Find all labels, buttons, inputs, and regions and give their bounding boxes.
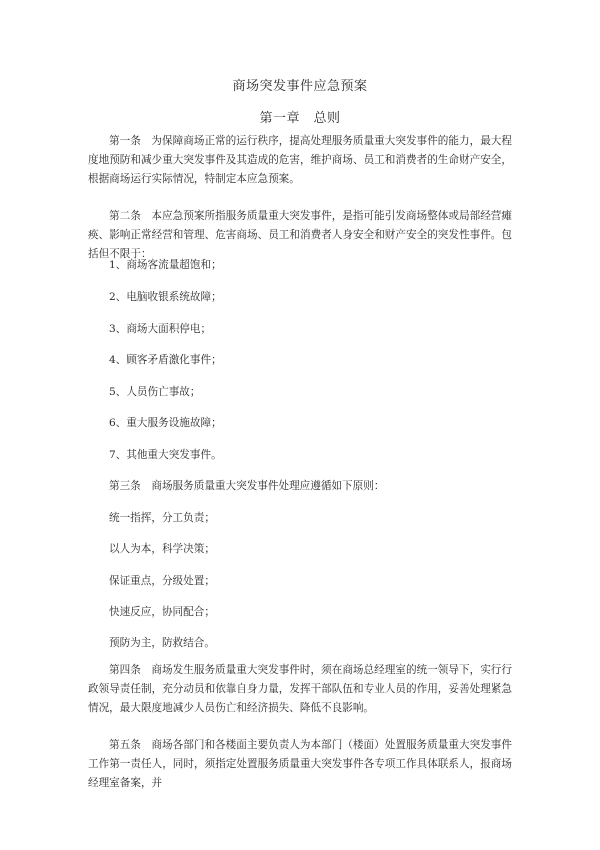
article-4: 第四条 商场发生服务质量重大突发事件时，须在商场总经理室的统一领导下，实行行政领导责任制，充分动员和依靠自身力量，发挥干部队伍和专业人员的作用，妥善处理紧急情况，最大限度地减少人员伤亡和经济损失、降低不良影响。 xyxy=(88,664,512,714)
event-type-item: 1、商场客流量超饱和； xyxy=(109,259,222,271)
chapter-title: 第一章 总则 xyxy=(259,111,341,126)
article-1: 第一条 为保障商场正常的运行秩序，提高处理服务质量重大突发事件的能力，最大程度地预防和减少重大突发事件及其造成的危害，维护商场、员工和消费者的生命财产安全，根据商场运行实际情况，特制定本应急预案。 xyxy=(88,135,512,185)
event-type-item: 5、人员伤亡事故； xyxy=(109,386,201,398)
principle-item: 预防为主，防救结合。 xyxy=(109,637,215,649)
article-3: 第三条 商场服务质量重大突发事件处理应遵循如下原则： xyxy=(109,480,385,492)
event-type-item: 6、重大服务设施故障； xyxy=(109,417,222,429)
principle-item: 统一指挥，分工负责； xyxy=(109,512,215,524)
event-type-item: 7、其他重大突发事件。 xyxy=(109,449,222,461)
principle-item: 快速反应，协同配合； xyxy=(109,606,215,618)
event-type-item: 3、商场大面积停电； xyxy=(109,323,212,335)
principle-item: 保证重点，分级处置； xyxy=(109,575,215,587)
article-2: 第二条 本应急预案所指服务质量重大突发事件，是指可能引发商场整体或局部经营瘫痪、影响正常经营和管理、危害商场、员工和消费者人身安全和财产安全的突发性事件。包括但不限于： xyxy=(88,210,512,260)
article-5: 第五条 商场各部门和各楼面主要负责人为本部门（楼面）处置服务质量重大突发事件工作第一责任人，同时，须指定处置服务质量重大突发事件各专项工作具体联系人，报商场经理室备案，并 xyxy=(88,739,512,789)
document-title: 商场突发事件应急预案 xyxy=(232,79,368,94)
principle-item: 以人为本，科学决策； xyxy=(109,543,215,555)
event-type-item: 2、电脑收银系统故障； xyxy=(109,291,222,303)
event-type-item: 4、顾客矛盾激化事件； xyxy=(109,354,222,366)
